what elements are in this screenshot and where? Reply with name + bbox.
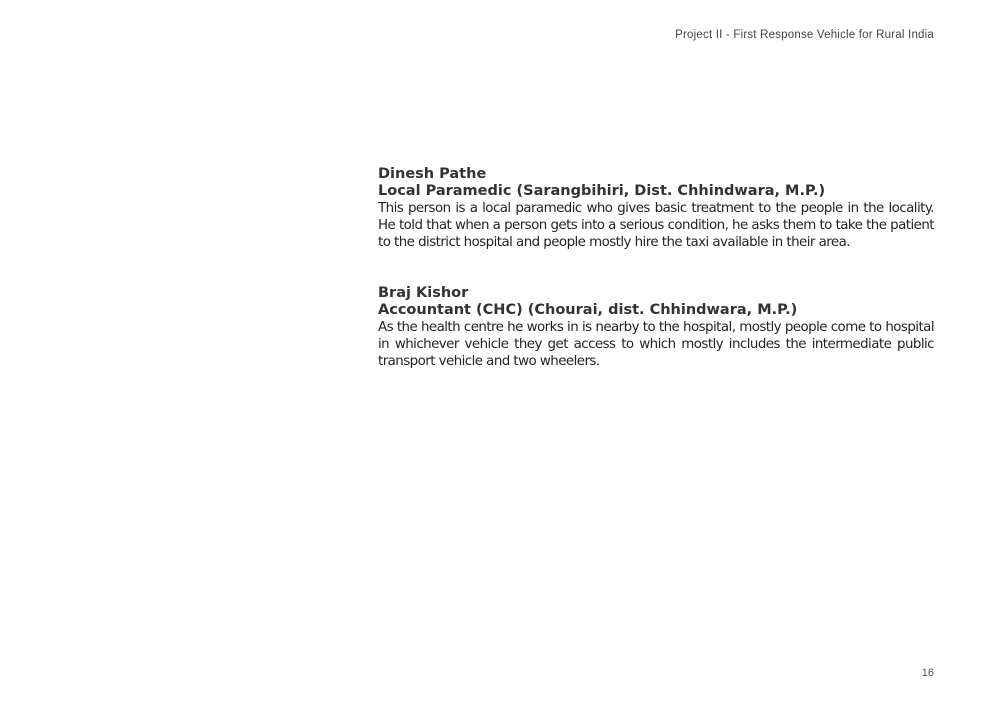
- person-role: Accountant (CHC) (Chourai, dist. Chhindwara, M.P.): [378, 302, 798, 318]
- person-description: As the health centre he works in is nearby to the hospital, mostly people come to hospital in whichever vehicle they get access to which mostly includes the intermediate public transport vehicle and two wheelers.: [378, 320, 934, 369]
- person-role: Local Paramedic (Sarangbihiri, Dist. Chhindwara, M.P.): [378, 183, 826, 199]
- interview-entry: [378, 166, 934, 251]
- page-number: 16: [921, 667, 934, 679]
- person-name: Dinesh Pathe: [378, 166, 487, 182]
- person-description: This person is a local paramedic who gives basic treatment to the people in the locality. He told that when a person gets into a serious condition, he asks them to take the patient to the district hospital and people mostly hire the taxi available in their area.: [378, 201, 934, 250]
- page-header-title: Project II - First Response Vehicle for Rural India: [675, 29, 934, 41]
- interview-entry: [378, 285, 934, 370]
- person-name: Braj Kishor: [378, 285, 469, 301]
- interview-list: [378, 166, 934, 370]
